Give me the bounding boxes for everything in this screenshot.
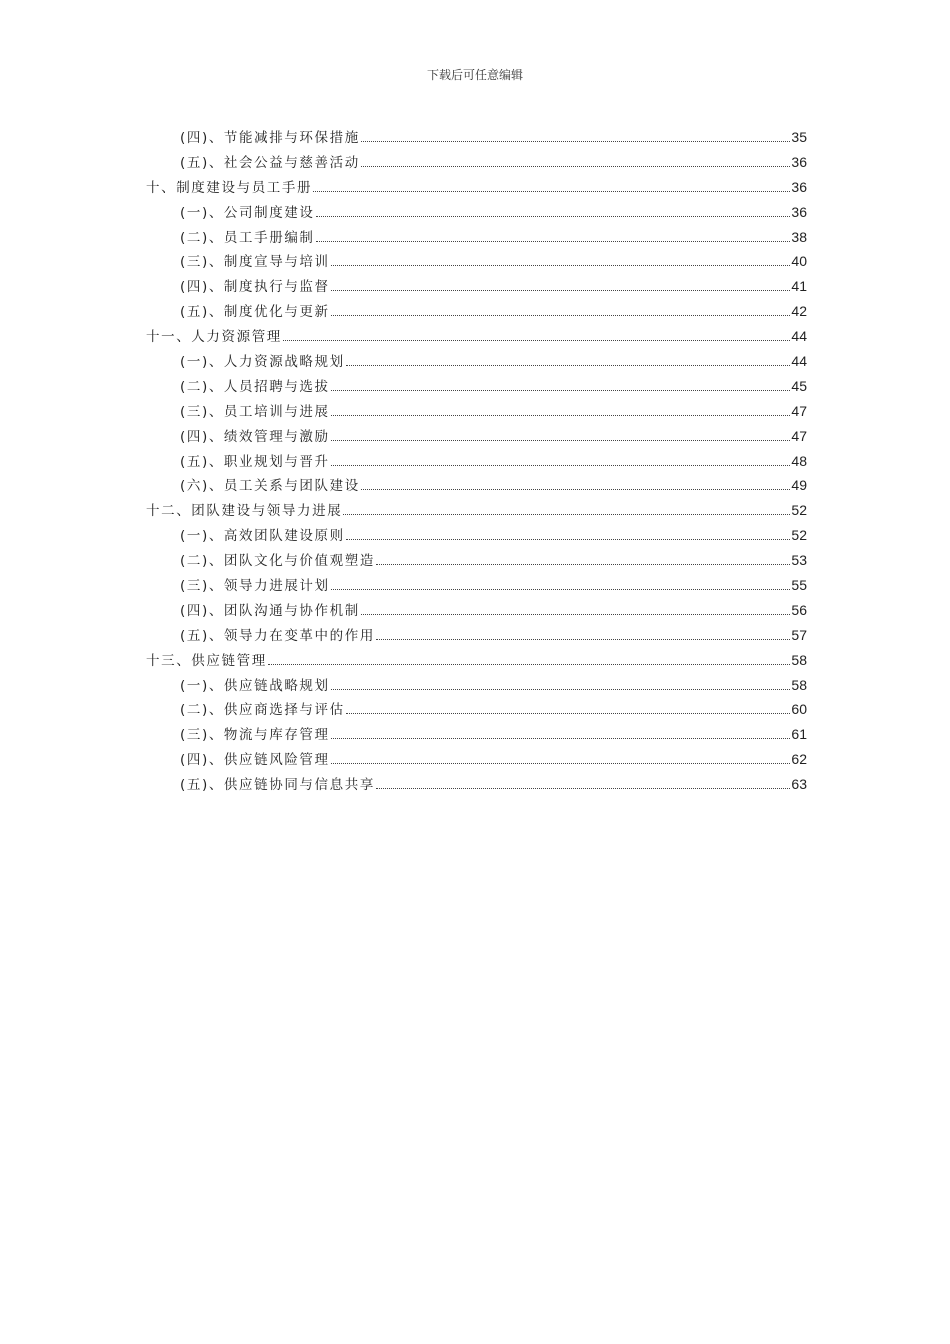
toc-page-number: 41	[791, 278, 807, 295]
toc-page-number: 58	[791, 651, 807, 668]
toc-section-entry[interactable]	[146, 698, 807, 723]
toc-dot-leader	[346, 539, 791, 540]
toc-section-entry[interactable]	[146, 226, 807, 251]
toc-page-number: 55	[791, 577, 807, 594]
toc-page-number: 44	[791, 353, 807, 370]
toc-page-number: 58	[791, 676, 807, 693]
toc-entry-title: (四)、节能减排与环保措施	[180, 130, 360, 146]
toc-entry-title: 十三、供应链管理	[146, 652, 267, 669]
toc-page-number: 62	[791, 751, 807, 768]
toc-entry-title: (五)、领导力在变革中的作用	[180, 627, 375, 644]
toc-entry-title: (一)、公司制度建设	[180, 204, 315, 221]
toc-dot-leader	[346, 365, 791, 366]
toc-entry-title: (三)、领导力进展计划	[180, 578, 330, 595]
toc-page-number: 56	[791, 601, 807, 618]
toc-page-number: 38	[791, 228, 807, 245]
toc-section-entry[interactable]	[146, 474, 807, 499]
toc-page-number: 60	[791, 701, 807, 718]
toc-dot-leader	[331, 738, 791, 739]
toc-dot-leader	[376, 564, 790, 565]
toc-entry-title: (四)、供应链风险管理	[180, 752, 330, 769]
toc-entry-title: 十二、团队建设与领导力进展	[146, 503, 343, 520]
toc-page-number: 47	[791, 427, 807, 444]
toc-entry-title: (五)、社会公益与慈善活动	[180, 154, 360, 171]
toc-dot-leader	[376, 788, 790, 789]
toc-page-number: 45	[791, 377, 807, 394]
toc-dot-leader	[313, 191, 790, 192]
toc-page-number: 44	[791, 328, 807, 345]
toc-dot-leader	[376, 639, 790, 640]
toc-section-entry[interactable]	[146, 773, 807, 798]
toc-section-entry[interactable]	[146, 250, 807, 275]
toc-section-entry[interactable]	[146, 748, 807, 773]
toc-section-entry[interactable]	[146, 300, 807, 325]
toc-page-number: 42	[791, 303, 807, 320]
page-header: 下载后可任意编辑	[426, 68, 523, 82]
toc-dot-leader	[361, 141, 791, 142]
toc-page-number: 49	[791, 477, 807, 494]
toc-page-number: 36	[791, 203, 807, 220]
toc-entry-title: (三)、制度宣导与培训	[180, 254, 330, 271]
toc-section-entry[interactable]	[146, 350, 807, 375]
toc-section-entry[interactable]	[146, 425, 807, 450]
toc-chapter-entry[interactable]	[146, 499, 807, 524]
toc-dot-leader	[268, 664, 791, 665]
toc-section-entry[interactable]	[146, 723, 807, 748]
toc-page-number: 53	[791, 552, 807, 569]
toc-section-entry[interactable]	[146, 275, 807, 300]
toc-dot-leader	[331, 589, 791, 590]
toc-section-entry[interactable]	[146, 201, 807, 226]
toc-dot-leader	[331, 265, 791, 266]
toc-entry-title: (五)、供应链协同与信息共享	[180, 777, 375, 794]
toc-dot-leader	[331, 315, 791, 316]
toc-dot-leader	[331, 689, 791, 690]
toc-entry-title: 十一、人力资源管理	[146, 329, 282, 346]
toc-section-entry[interactable]	[146, 375, 807, 400]
toc-entry-title: (二)、员工手册编制	[180, 229, 315, 246]
toc-entry-title: 十、制度建设与员工手册	[146, 179, 313, 196]
toc-page-number: 47	[791, 402, 807, 419]
toc-entry-title: (二)、人员招聘与选拔	[180, 378, 330, 395]
toc-section-entry[interactable]	[146, 549, 807, 574]
toc-chapter-entry[interactable]	[146, 176, 807, 201]
toc-section-entry[interactable]	[146, 151, 807, 176]
toc-section-entry[interactable]	[146, 126, 807, 151]
toc-entry-title: (一)、高效团队建设原则	[180, 528, 345, 545]
toc-entry-title: (四)、制度执行与监督	[180, 279, 330, 296]
toc-section-entry[interactable]	[146, 450, 807, 475]
toc-page-number: 52	[791, 502, 807, 519]
toc-page-number: 61	[791, 726, 807, 743]
toc-dot-leader	[331, 290, 791, 291]
toc-page-number: 57	[791, 626, 807, 643]
toc-section-entry[interactable]	[146, 574, 807, 599]
toc-entry-title: (二)、供应商选择与评估	[180, 702, 345, 719]
toc-dot-leader	[331, 390, 791, 391]
toc-entry-title: (一)、供应链战略规划	[180, 677, 330, 694]
toc-page-number: 36	[791, 153, 807, 170]
toc-dot-leader	[331, 415, 791, 416]
toc-page-number: 35	[791, 129, 807, 145]
toc-chapter-entry[interactable]	[146, 649, 807, 674]
toc-entry-title: (五)、职业规划与晋升	[180, 453, 330, 470]
toc-dot-leader	[361, 614, 791, 615]
toc-entry-title: (一)、人力资源战略规划	[180, 354, 345, 371]
toc-section-entry[interactable]	[146, 524, 807, 549]
table-of-contents	[146, 126, 807, 798]
toc-dot-leader	[361, 166, 791, 167]
toc-page-number: 48	[791, 452, 807, 469]
toc-page-number: 36	[791, 178, 807, 195]
toc-entry-title: (六)、员工关系与团队建设	[180, 478, 360, 495]
toc-entry-title: (三)、员工培训与进展	[180, 403, 330, 420]
toc-entry-title: (四)、绩效管理与激励	[180, 428, 330, 445]
toc-dot-leader	[343, 514, 790, 515]
toc-entry-title: (五)、制度优化与更新	[180, 304, 330, 321]
toc-entry-title: (二)、团队文化与价值观塑造	[180, 553, 375, 570]
toc-dot-leader	[361, 489, 791, 490]
toc-section-entry[interactable]	[146, 624, 807, 649]
toc-dot-leader	[283, 340, 791, 341]
toc-page-number: 40	[791, 253, 807, 270]
toc-dot-leader	[316, 216, 791, 217]
toc-section-entry[interactable]	[146, 400, 807, 425]
toc-dot-leader	[331, 763, 791, 764]
toc-dot-leader	[331, 440, 791, 441]
toc-entry-title: (三)、物流与库存管理	[180, 727, 330, 744]
toc-page-number: 52	[791, 527, 807, 544]
toc-dot-leader	[331, 465, 791, 466]
toc-page-number: 63	[791, 776, 807, 793]
toc-section-entry[interactable]	[146, 599, 807, 624]
toc-dot-leader	[316, 241, 791, 242]
toc-section-entry[interactable]	[146, 674, 807, 699]
toc-chapter-entry[interactable]	[146, 325, 807, 350]
toc-dot-leader	[346, 713, 791, 714]
toc-entry-title: (四)、团队沟通与协作机制	[180, 602, 360, 619]
